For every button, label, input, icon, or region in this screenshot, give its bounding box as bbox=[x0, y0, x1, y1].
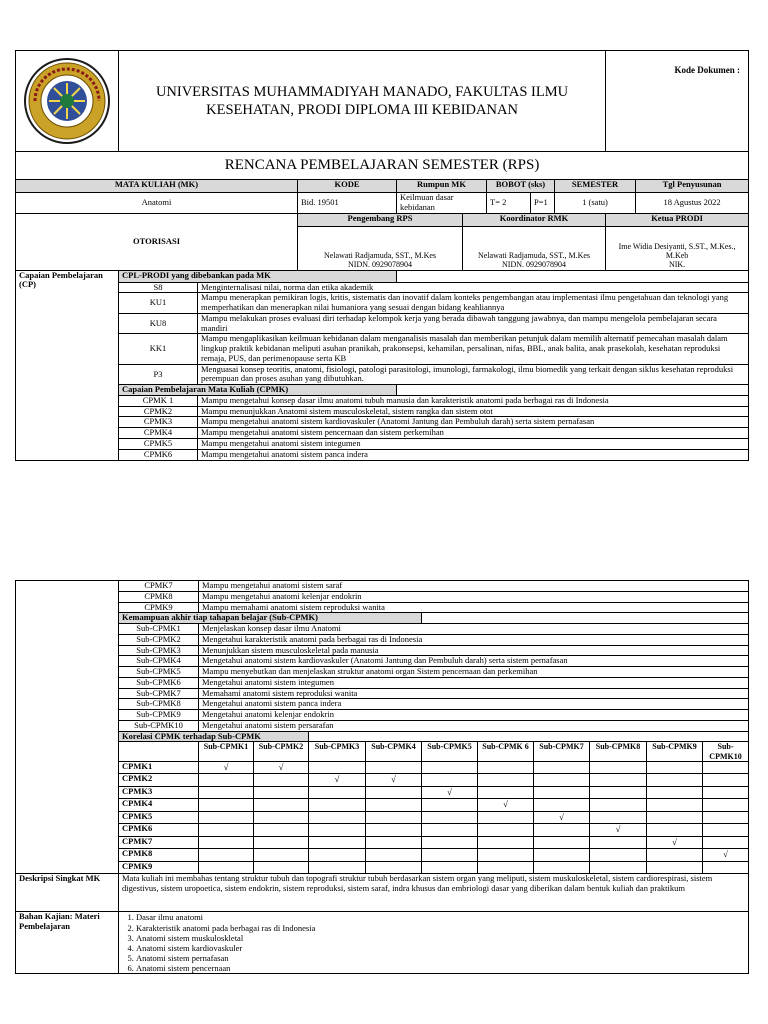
correlation-cell bbox=[590, 774, 647, 787]
subcpmk-code: Sub-CPMK3 bbox=[119, 645, 199, 656]
correlation-row-label: CPMK7 bbox=[119, 836, 199, 849]
course-bobot-p: P=1 bbox=[531, 193, 555, 214]
bahan-list bbox=[122, 912, 745, 973]
correlation-cell bbox=[478, 761, 534, 774]
correlation-cell bbox=[478, 774, 534, 787]
correlation-cell bbox=[703, 836, 749, 849]
check-mark: √ bbox=[478, 799, 534, 812]
correlation-cell bbox=[647, 811, 703, 824]
check-mark: √ bbox=[366, 774, 422, 787]
check-mark: √ bbox=[254, 761, 309, 774]
correlation-row bbox=[16, 761, 749, 774]
correlation-cell bbox=[366, 799, 422, 812]
cpmk-row bbox=[16, 449, 749, 460]
pengembang-name: Nelawati Radjamuda, SST., M.Kes bbox=[323, 251, 437, 261]
correlation-row-label: CPMK2 bbox=[119, 774, 199, 787]
correlation-cell bbox=[534, 836, 590, 849]
mk-header: MATA KULIAH (MK) bbox=[16, 180, 298, 193]
correlation-column-headers bbox=[16, 742, 749, 761]
logo-cell bbox=[16, 51, 119, 152]
correlation-cell bbox=[366, 849, 422, 862]
subcpmk-text: Mengetahui anatomi sistem panca indera bbox=[199, 699, 749, 710]
correlation-cell bbox=[422, 849, 478, 862]
correlation-row-label: CPMK6 bbox=[119, 824, 199, 837]
correlation-cell bbox=[647, 761, 703, 774]
rps-page-1 bbox=[15, 50, 749, 461]
correlation-row-label: CPMK8 bbox=[119, 849, 199, 862]
koordinator-name: Nelawati Radjamuda, SST., M.Kes bbox=[477, 251, 591, 261]
cpmk-code: CPMK7 bbox=[119, 581, 199, 592]
check-mark: √ bbox=[590, 824, 647, 837]
otorisasi-label: OTORISASI bbox=[16, 213, 298, 270]
cpmk-text: Mampu mengetahui konsep dasar ilmu anatomi tubuh manusia dan karakteristik anatomi pada berbagai ras di Indonesia bbox=[198, 395, 749, 406]
correlation-cell bbox=[254, 811, 309, 824]
correlation-cell bbox=[422, 824, 478, 837]
course-semester: 1 (satu) bbox=[555, 193, 636, 214]
cpmk-code: CPMK6 bbox=[119, 449, 198, 460]
correlation-cell bbox=[647, 799, 703, 812]
subcpmk-row bbox=[16, 656, 749, 667]
correlation-cell bbox=[534, 824, 590, 837]
check-mark: √ bbox=[647, 836, 703, 849]
correlation-row-label: CPMK3 bbox=[119, 786, 199, 799]
bahan-item: 6. Anatomi sistem pencernaan bbox=[136, 963, 745, 973]
cpl-row bbox=[16, 313, 749, 334]
cpmk-text: Mampu menunjukkan Anatomi sistem musculoskeletal, sistem rangka dan sistem otot bbox=[198, 406, 749, 417]
correlation-cell bbox=[534, 761, 590, 774]
subcpmk-text: Mengetahui anatomi sistem kardiovaskuler (Anatomi Jantung dan Pembuluh darah) serta sistem pernafasan bbox=[199, 656, 749, 667]
university-title: UNIVERSITAS MUHAMMADIYAH MANADO, FAKULTAS ILMU KESEHATAN, PRODI DIPLOMA III KEBIDANAN bbox=[119, 51, 606, 152]
pengembang-label: Pengembang RPS bbox=[298, 213, 463, 226]
cpmk-code: CPMK 1 bbox=[119, 395, 198, 406]
bahan-item: 4. Anatomi sistem kardiovaskuler bbox=[136, 943, 745, 953]
correlation-cell bbox=[309, 836, 366, 849]
correlation-cell bbox=[703, 774, 749, 787]
correlation-column-header: Sub-CPMK9 bbox=[647, 742, 703, 761]
course-name: Anatomi bbox=[16, 193, 298, 214]
rumpun-header: Rumpun MK bbox=[397, 180, 487, 193]
subcpmk-text: Mengetahui karakteristik anatomi pada berbagai ras di Indonesia bbox=[199, 634, 749, 645]
correlation-cell bbox=[422, 761, 478, 774]
correlation-row-label: CPMK1 bbox=[119, 761, 199, 774]
correlation-cell bbox=[422, 836, 478, 849]
correlation-row bbox=[16, 861, 749, 874]
correlation-cell bbox=[590, 799, 647, 812]
correlation-cell bbox=[199, 861, 254, 874]
correlation-cell bbox=[254, 786, 309, 799]
correlation-cell bbox=[199, 836, 254, 849]
subcpmk-row bbox=[16, 624, 749, 635]
correlation-column-header: Sub-CPMK8 bbox=[590, 742, 647, 761]
cpl-row bbox=[16, 364, 749, 385]
correlation-row bbox=[16, 786, 749, 799]
correlation-cell bbox=[422, 774, 478, 787]
cpmk-row bbox=[16, 602, 749, 613]
cpmk-code: CPMK3 bbox=[119, 417, 198, 428]
correlation-cell bbox=[647, 849, 703, 862]
cpl-row bbox=[16, 282, 749, 293]
subcpmk-row bbox=[16, 645, 749, 656]
correlation-cell bbox=[254, 861, 309, 874]
correlation-cell bbox=[534, 861, 590, 874]
subcpmk-code: Sub-CPMK1 bbox=[119, 624, 199, 635]
correlation-cell bbox=[309, 849, 366, 862]
cpl-text: Menginternalisasi nilai, norma dan etika akademik bbox=[198, 282, 749, 293]
correlation-cell bbox=[703, 761, 749, 774]
correlation-cell bbox=[478, 786, 534, 799]
correlation-cell bbox=[647, 824, 703, 837]
correlation-row bbox=[16, 836, 749, 849]
correlation-header: Korelasi CPMK terhadap Sub-CPMK bbox=[119, 731, 309, 742]
subcpmk-code: Sub-CPMK4 bbox=[119, 656, 199, 667]
correlation-column-header: Sub-CPMK2 bbox=[254, 742, 309, 761]
deskripsi-text: Mata kuliah ini membahas tentang struktur tubuh dan topografi struktur tubuh berdasarkan sistem organ yang meliputi, sistem muskuloskeletal, sistem cardiorespirasi, sistem digestivus, sistem uropoetica, sistem endokrin, sistem reproduksi, sistem saraf, indra khusus dan embriologi dasar yang diberikan dalam bentuk kuliah dan praktikum bbox=[119, 874, 749, 912]
correlation-cell bbox=[199, 824, 254, 837]
university-logo bbox=[23, 57, 111, 145]
correlation-cell bbox=[366, 786, 422, 799]
subcpmk-code: Sub-CPMK2 bbox=[119, 634, 199, 645]
bahan-item: 5. Anatomi sistem pernafasan bbox=[136, 953, 745, 963]
cpl-text: Mampu menerapkan pemikiran logis, kritis, sistematis dan inovatif dalam konteks pengembangan atau implementasi ilmu pengetahuan dan teknologi yang memperhatikan dan menerapkan nilai humaniora yang sesuai dengan bidang keahliannya bbox=[198, 293, 749, 314]
cpmk-code: CPMK9 bbox=[119, 602, 199, 613]
subcpmk-text: Mengetahui anatomi sistem integumen bbox=[199, 677, 749, 688]
ketua-label: Ketua PRODI bbox=[606, 213, 749, 226]
check-mark: √ bbox=[309, 774, 366, 787]
subcpmk-text: Menunjukkan sistem musculoskeletal pada manusia bbox=[199, 645, 749, 656]
subcpmk-header: Kemampuan akhir tiap tahapan belajar (Sub-CPMK) bbox=[119, 613, 422, 624]
correlation-row bbox=[16, 799, 749, 812]
correlation-row bbox=[16, 811, 749, 824]
koordinator-signature bbox=[463, 226, 606, 270]
pengembang-signature bbox=[298, 226, 463, 270]
correlation-cell bbox=[366, 811, 422, 824]
correlation-cell bbox=[534, 786, 590, 799]
subcpmk-text: Memahami anatomi sistem reproduksi wanita bbox=[199, 688, 749, 699]
cp-continued-blank bbox=[16, 581, 119, 874]
cpmk-code: CPMK5 bbox=[119, 439, 198, 450]
course-date: 18 Agustus 2022 bbox=[636, 193, 749, 214]
check-mark: √ bbox=[199, 761, 254, 774]
cpl-code: S8 bbox=[119, 282, 198, 293]
cpmk-text: Mampu mengetahui anatomi sistem pencernaan dan sistem perkemihan bbox=[198, 428, 749, 439]
correlation-cell bbox=[647, 786, 703, 799]
correlation-cell bbox=[254, 836, 309, 849]
tgl-header: Tgl Penyusunan bbox=[636, 180, 749, 193]
correlation-cell bbox=[309, 824, 366, 837]
cpmk-row bbox=[16, 406, 749, 417]
correlation-cell bbox=[199, 786, 254, 799]
correlation-cell bbox=[366, 861, 422, 874]
correlation-cell bbox=[366, 836, 422, 849]
cpmk-header: Capaian Pembelajaran Mata Kuliah (CPMK) bbox=[119, 385, 397, 396]
correlation-cell bbox=[309, 761, 366, 774]
correlation-cell bbox=[254, 774, 309, 787]
correlation-cell bbox=[590, 849, 647, 862]
correlation-cell bbox=[309, 799, 366, 812]
course-rumpun: Keilmuan dasar kebidanan bbox=[397, 193, 487, 214]
correlation-cell bbox=[647, 861, 703, 874]
subcpmk-code: Sub-CPMK9 bbox=[119, 710, 199, 721]
cpmk-text: Mampu mengetahui anatomi sistem panca indera bbox=[198, 449, 749, 460]
cpmk-code: CPMK8 bbox=[119, 591, 199, 602]
correlation-cell bbox=[199, 849, 254, 862]
bobot-header: BOBOT (sks) bbox=[487, 180, 555, 193]
correlation-cell bbox=[422, 811, 478, 824]
check-mark: √ bbox=[703, 849, 749, 862]
cpmk-text: Mampu mengetahui anatomi sistem saraf bbox=[199, 581, 749, 592]
bahan-item: 1. Dasar ilmu anatomi bbox=[136, 912, 745, 922]
cpmk-text: Mampu mengetahui anatomi kelenjar endokrin bbox=[199, 591, 749, 602]
course-bobot-t: T= 2 bbox=[487, 193, 531, 214]
correlation-column-header: Sub-CPMK5 bbox=[422, 742, 478, 761]
correlation-column-header: Sub-CPMK10 bbox=[703, 742, 749, 761]
correlation-cell bbox=[703, 861, 749, 874]
correlation-cell bbox=[478, 836, 534, 849]
correlation-cell bbox=[199, 799, 254, 812]
bahan-item: 2. Karakteristik anatomi pada berbagai ras di Indonesia bbox=[136, 923, 745, 933]
ketua-nidn: NIK. bbox=[668, 260, 686, 270]
cpmk-row bbox=[16, 591, 749, 602]
correlation-cell bbox=[703, 824, 749, 837]
semester-header: SEMESTER bbox=[555, 180, 636, 193]
correlation-cell bbox=[534, 849, 590, 862]
correlation-cell bbox=[254, 849, 309, 862]
correlation-cell bbox=[534, 799, 590, 812]
subcpmk-text: Mampu menyebutkan dan menjelaskan struktur anatomi organ Sistem pencernaan dan perkemihan bbox=[199, 667, 749, 678]
cpmk-text: Mampu mengetahui anatomi sistem kardiovaskuler (Anatomi Jantung dan Pembuluh darah) serta sistem pernafasan bbox=[198, 417, 749, 428]
deskripsi-label: Deskripsi Singkat MK bbox=[16, 874, 119, 912]
cpl-row bbox=[16, 334, 749, 364]
ketua-signature bbox=[606, 226, 749, 270]
cpl-text: Menguasai konsep teoritis, anatomi, fisiologi, patologi parasitologi, imunologi, farmakologi, ilmu biomedik yang terkait dengan siklus kesehatan reproduksi perempuan dan proses asuhan yang dibutuhkan. bbox=[198, 364, 749, 385]
pengembang-nidn: NIDN. 0929078904 bbox=[348, 260, 412, 270]
correlation-cell bbox=[199, 774, 254, 787]
correlation-cell bbox=[478, 824, 534, 837]
cpmk-text: Mampu mengetahui anatomi sistem integumen bbox=[198, 439, 749, 450]
bahan-item: 3. Anatomi sistem muskuloskletal bbox=[136, 933, 745, 943]
correlation-row bbox=[16, 824, 749, 837]
correlation-cell bbox=[254, 799, 309, 812]
subcpmk-text: Menjelaskan konsep dasar ilmu Anatomi bbox=[199, 624, 749, 635]
cpl-code: KK1 bbox=[119, 334, 198, 364]
doc-code-label: Kode Dokumen : bbox=[606, 51, 749, 152]
subcpmk-code: Sub-CPMK5 bbox=[119, 667, 199, 678]
cpl-code: KU8 bbox=[119, 313, 198, 334]
correlation-cell bbox=[366, 824, 422, 837]
koordinator-label: Koordinator RMK bbox=[463, 213, 606, 226]
correlation-cell bbox=[254, 824, 309, 837]
subcpmk-row bbox=[16, 634, 749, 645]
rps-title: RENCANA PEMBELAJARAN SEMESTER (RPS) bbox=[16, 152, 749, 180]
cpmk-row bbox=[16, 581, 749, 592]
correlation-cell bbox=[422, 799, 478, 812]
correlation-cell bbox=[590, 811, 647, 824]
correlation-cell bbox=[703, 811, 749, 824]
correlation-cell bbox=[590, 861, 647, 874]
correlation-cell bbox=[309, 786, 366, 799]
cpl-code: KU1 bbox=[119, 293, 198, 314]
cpmk-row bbox=[16, 417, 749, 428]
check-mark: √ bbox=[422, 786, 478, 799]
cpl-header: CPL-PRODI yang dibebankan pada MK bbox=[119, 270, 397, 282]
correlation-cell bbox=[478, 811, 534, 824]
correlation-row bbox=[16, 774, 749, 787]
correlation-cell bbox=[590, 836, 647, 849]
correlation-column-header: Sub-CPMK 6 bbox=[478, 742, 534, 761]
correlation-row-label: CPMK4 bbox=[119, 799, 199, 812]
correlation-cell bbox=[478, 861, 534, 874]
cpl-text: Mampu mengaplikasikan keilmuan kebidanan dalam menganalisis masalah dan memberikan petunjuk dalam memilih alternatif pemecahan masalah dalam lingkup praktik kebidanan meliputi asuhan pranikah, prakonsepsi, kehamilan, persalinan, nifas, BBL, anak balita, anak prasekolah, kesehatan reproduksi remaja, PUS, dan perimenopause serta KB bbox=[198, 334, 749, 364]
correlation-cell bbox=[703, 799, 749, 812]
subcpmk-code: Sub-CPMK6 bbox=[119, 677, 199, 688]
correlation-cell bbox=[422, 861, 478, 874]
subcpmk-row bbox=[16, 667, 749, 678]
cpmk-code: CPMK4 bbox=[119, 428, 198, 439]
cpmk-row bbox=[16, 395, 749, 406]
correlation-cell bbox=[647, 774, 703, 787]
bahan-list-cell bbox=[119, 912, 749, 974]
cpl-row bbox=[16, 293, 749, 314]
cpmk-row bbox=[16, 439, 749, 450]
correlation-cell bbox=[703, 786, 749, 799]
cpmk-text: Mampu memahami anatomi sistem reproduksi wanita bbox=[199, 602, 749, 613]
ketua-name: Ime Widia Desiyanti, S.ST., M.Kes., M.Keb bbox=[618, 241, 736, 261]
correlation-cell bbox=[590, 786, 647, 799]
cpmk-row bbox=[16, 428, 749, 439]
subcpmk-row bbox=[16, 720, 749, 731]
correlation-cell bbox=[309, 861, 366, 874]
cpl-code: P3 bbox=[119, 364, 198, 385]
cpl-text: Mampu melakukan proses evaluasi diri terhadap kelompok kerja yang berada dibawah tanggung jawabnya, dan mampu mengelola pembelajaran secara mandiri bbox=[198, 313, 749, 334]
koordinator-nidn: NIDN. 0929078904 bbox=[502, 260, 567, 270]
correlation-cell bbox=[309, 811, 366, 824]
subcpmk-row bbox=[16, 710, 749, 721]
course-code: Bid. 19501 bbox=[298, 193, 397, 214]
subcpmk-code: Sub-CPMK10 bbox=[119, 720, 199, 731]
subcpmk-code: Sub-CPMK7 bbox=[119, 688, 199, 699]
correlation-cell bbox=[534, 774, 590, 787]
correlation-cell bbox=[478, 849, 534, 862]
rps-page-2 bbox=[15, 580, 749, 974]
correlation-cell bbox=[366, 761, 422, 774]
check-mark: √ bbox=[534, 811, 590, 824]
bahan-label: Bahan Kajian: Materi Pembelajaran bbox=[16, 912, 119, 974]
subcpmk-code: Sub-CPMK8 bbox=[119, 699, 199, 710]
correlation-cell bbox=[199, 811, 254, 824]
subcpmk-row bbox=[16, 677, 749, 688]
correlation-column-header: Sub-CPMK4 bbox=[366, 742, 422, 761]
kode-header: KODE bbox=[298, 180, 397, 193]
correlation-row bbox=[16, 849, 749, 862]
subcpmk-row bbox=[16, 688, 749, 699]
subcpmk-text: Mengetahui anatomi kelenjar endokrin bbox=[199, 710, 749, 721]
subcpmk-row bbox=[16, 699, 749, 710]
correlation-cell bbox=[590, 761, 647, 774]
correlation-column-header: Sub-CPMK3 bbox=[309, 742, 366, 761]
correlation-row-label: CPMK5 bbox=[119, 811, 199, 824]
correlation-column-header: Sub-CPMK1 bbox=[199, 742, 254, 761]
correlation-row-label: CPMK9 bbox=[119, 861, 199, 874]
cp-label: Capaian Pembelajaran (CP) bbox=[16, 270, 119, 460]
correlation-column-header: Sub-CPMK7 bbox=[534, 742, 590, 761]
cpmk-code: CPMK2 bbox=[119, 406, 198, 417]
subcpmk-text: Mengetahui anatomi sistem persarafan bbox=[199, 720, 749, 731]
